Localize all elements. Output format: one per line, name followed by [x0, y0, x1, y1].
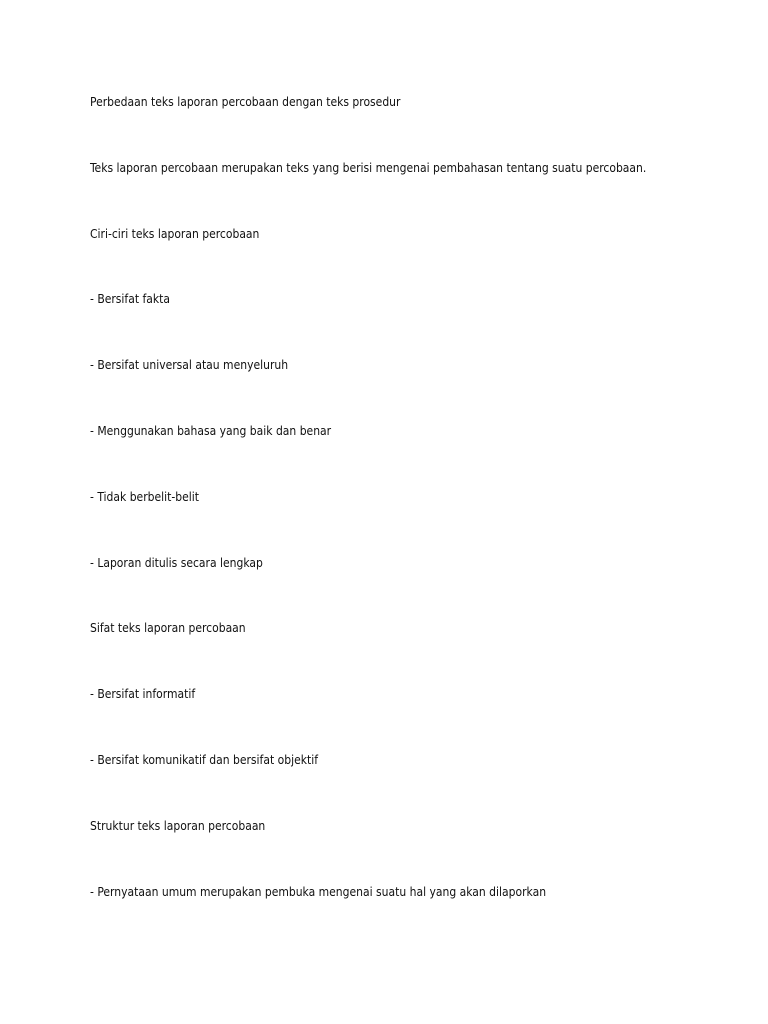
list-item: - Bersifat informatif — [90, 687, 196, 702]
section-heading-struktur: Struktur teks laporan percobaan — [90, 818, 266, 833]
list-item: - Tidak berbelit-belit — [90, 489, 199, 504]
list-item: - Bersifat fakta — [90, 292, 171, 307]
list-item: - Laporan ditulis secara lengkap — [90, 555, 263, 570]
list-item: - Menggunakan bahasa yang baik dan benar — [90, 423, 332, 438]
definition-paragraph: Teks laporan percobaan merupakan teks yang berisi mengenai pembahasan tentang suatu percobaan. — [90, 160, 647, 175]
list-item: - Bersifat komunikatif dan bersifat objektif — [90, 752, 319, 767]
document-title: Perbedaan teks laporan percobaan dengan teks prosedur — [90, 95, 401, 109]
section-heading-ciri: Ciri-ciri teks laporan percobaan — [90, 226, 260, 241]
list-item: - Pernyataan umum merupakan pembuka mengenai suatu hal yang akan dilaporkan — [90, 884, 547, 899]
document-body — [90, 93, 740, 948]
list-item: - Bersifat universal atau menyeluruh — [90, 358, 289, 373]
section-heading-sifat: Sifat teks laporan percobaan — [90, 621, 246, 636]
